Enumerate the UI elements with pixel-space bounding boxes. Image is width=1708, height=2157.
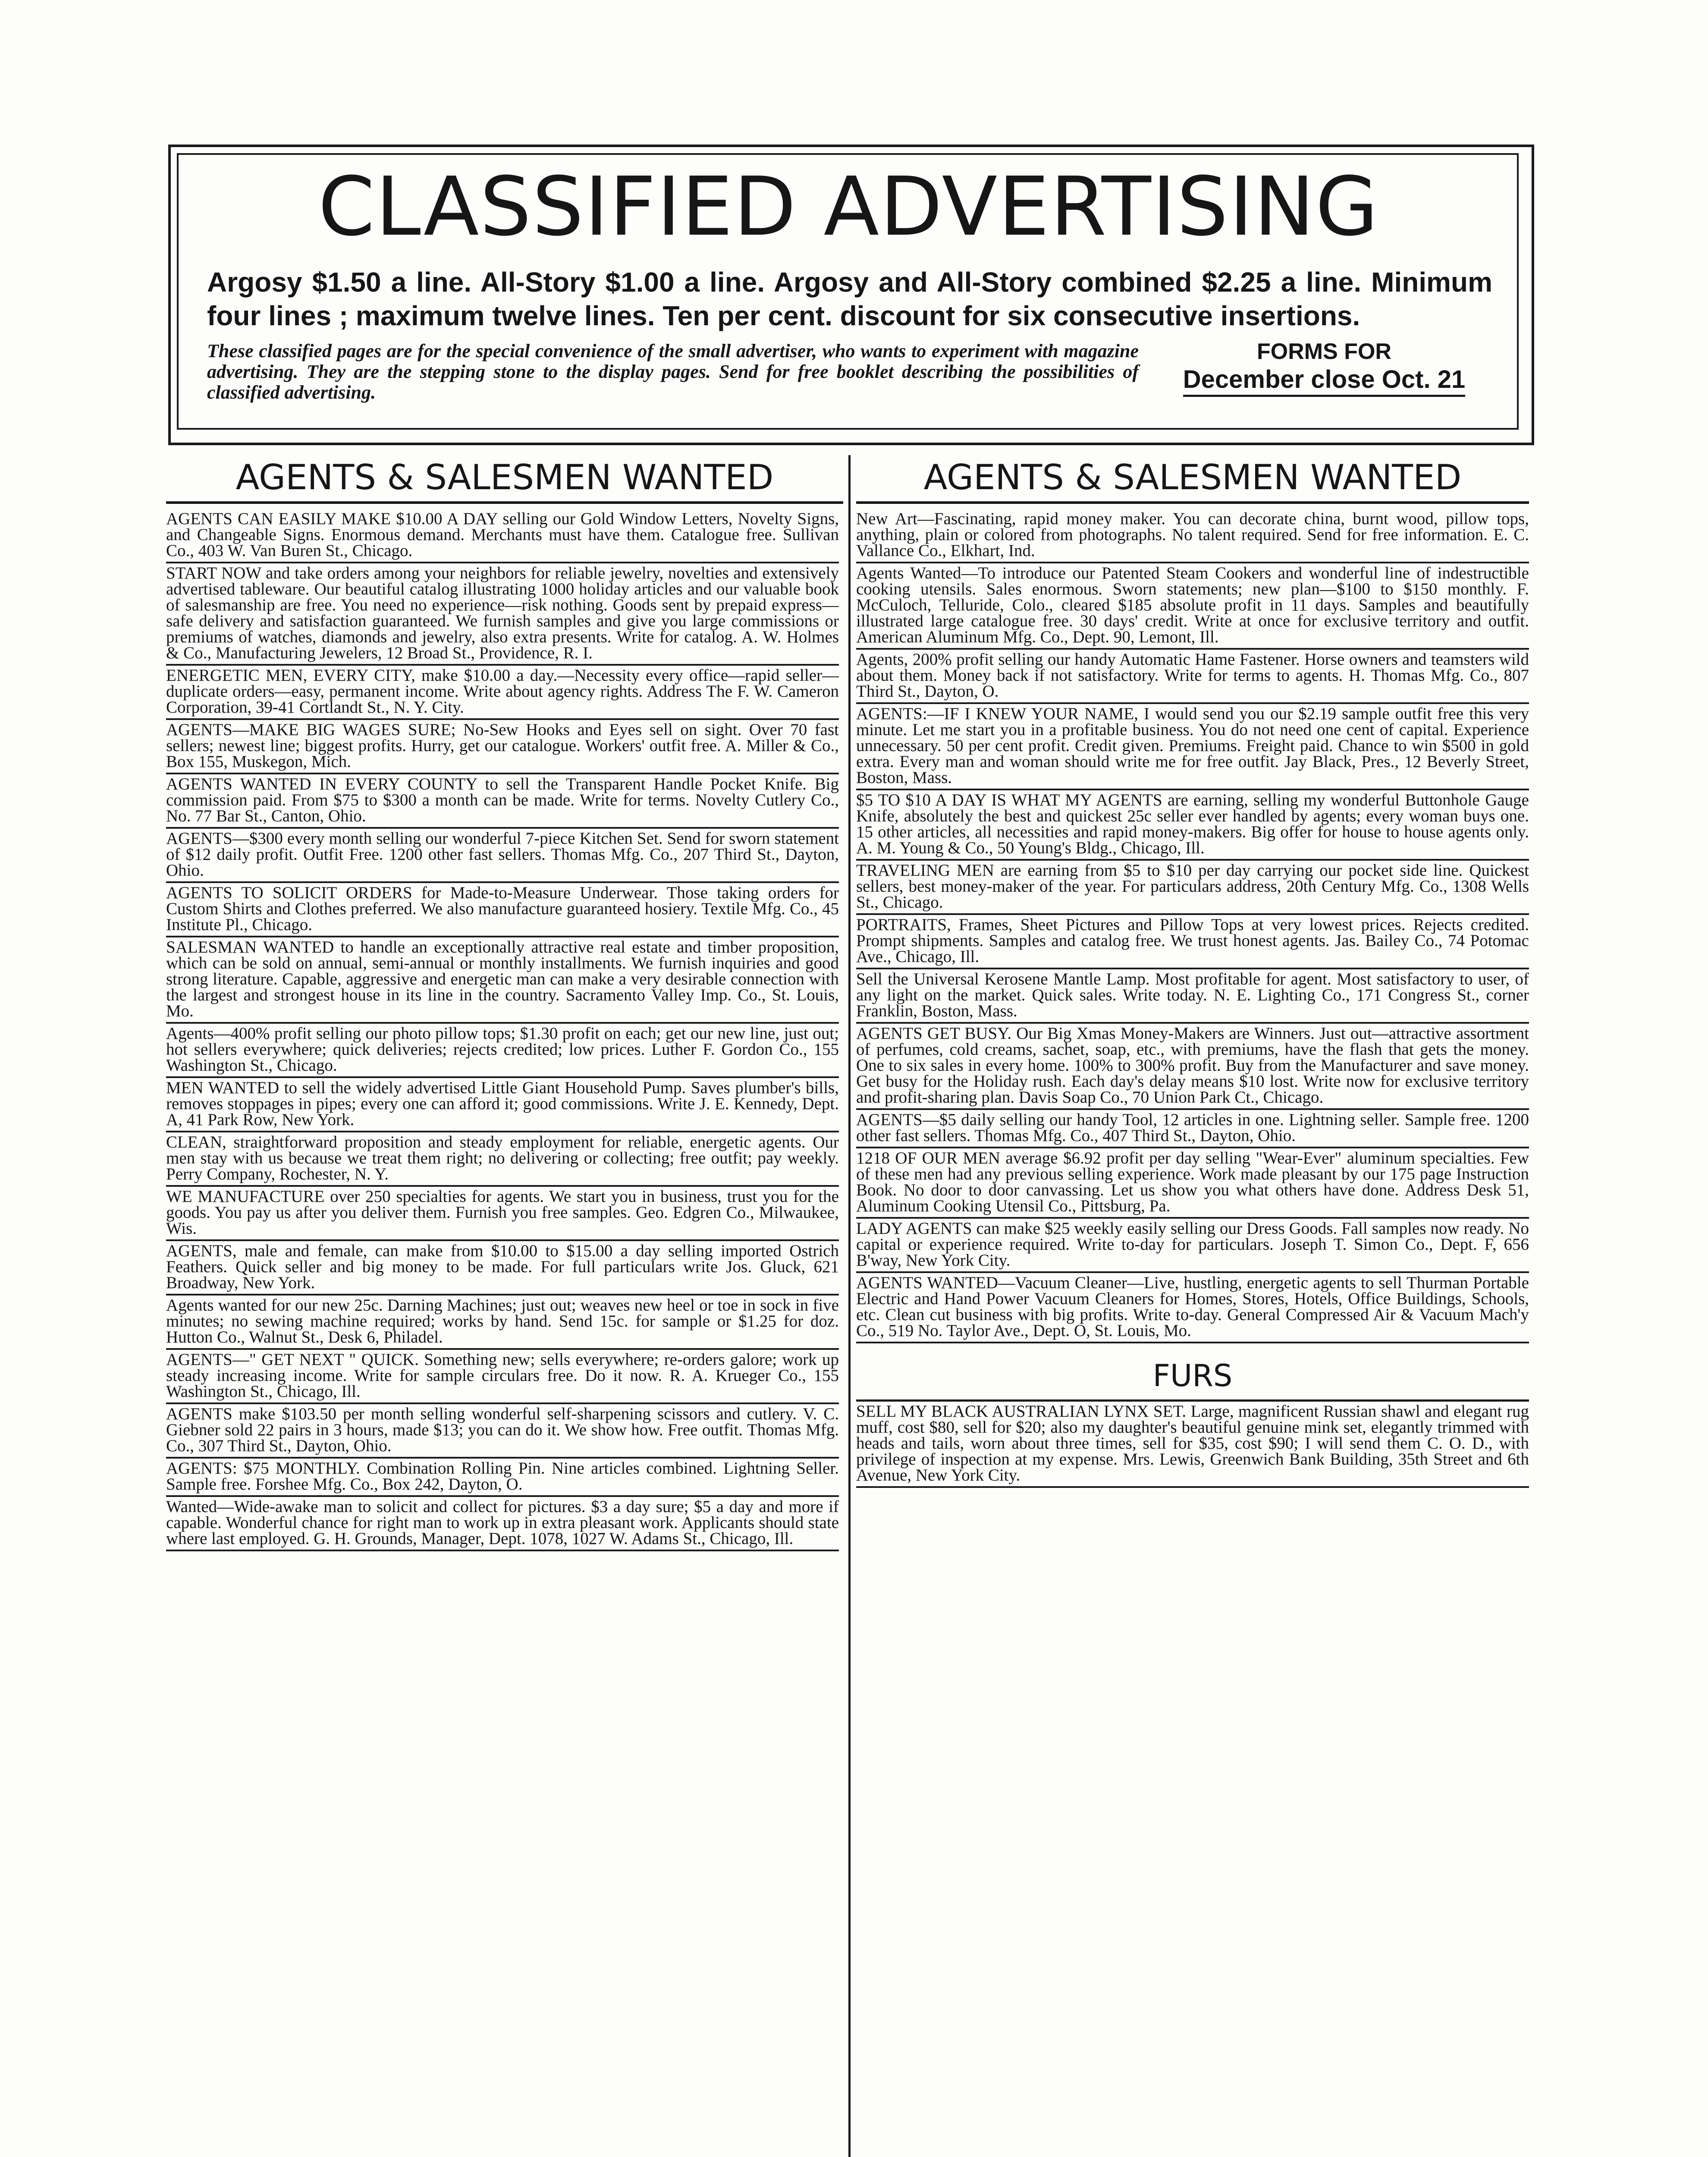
ad-item: AGENTS—$5 daily selling our handy Tool, 12 articles in one. Lightning seller. Sample free. 1200 other fast sellers. Thomas Mfg. Co., 407 Third St., Dayton, Ohio. (856, 1110, 1529, 1148)
forms-close-notice (1156, 339, 1492, 397)
ad-item: ENERGETIC MEN, EVERY CITY, make $10.00 a day.—Necessity every office—rapid seller—duplicate orders—easy, permanent income. Write about agency rights. Address The F. W. Cameron Corporation, 39-41 Cortlandt St., N. Y. City. (166, 666, 839, 720)
ad-item: $5 TO $10 A DAY IS WHAT MY AGENTS are earning, selling my wonderful Buttonhole Gauge Knife, absolutely the best and quickest 25c seller ever handled by agents; every woman buys one. 15 other articles, all necessities and rapid money-makers. Big offer for house to house agents only. A. M. Young & Co., 50 Young's Bldg., Chicago, Ill. (856, 790, 1529, 861)
forms-line-1: FORMS FOR (1257, 339, 1391, 364)
ad-item: PORTRAITS, Frames, Sheet Pictures and Pillow Tops at very lowest prices. Rejects credited. Prompt shipments. Samples and catalog free. We trust honest agents. Jas. Bailey Co., 74 Potomac Ave., Chicago, Ill. (856, 915, 1529, 969)
right-column-heading: AGENTS & SALESMEN WANTED (856, 454, 1529, 504)
ad-item: Sell the Universal Kerosene Mantle Lamp. Most profitable for agent. Most satisfactory to user, of any light on the market. Quick sales. Write today. N. E. Lighting Co., 171 Congress St., corner Franklin, Boston, Mass. (856, 969, 1529, 1024)
ad-item: AGENTS—" GET NEXT " QUICK. Something new; sells everywhere; re-orders galore; work up steady increasing income. Write for sample circulars free. Do it now. R. A. Krueger Co., 155 Washington St., Chicago, Ill. (166, 1350, 839, 1404)
furs-ad-item: SELL MY BLACK AUSTRALIAN LYNX SET. Large, magnificent Russian shawl and elegant rug muff, cost $80, sell for $20; also my daughter's beautiful genuine mink set, elegantly trimmed with heads and tails, worn about three times, sell for $35, cost $90; I will send them C. O. D., with privilege of inspection at my expense. Mrs. Lewis, Greenwich Bank Building, 35th Street and 6th Avenue, New York City. (856, 1402, 1529, 1488)
page-title: CLASSIFIED ADVERTISING (318, 160, 1379, 254)
ad-item: TRAVELING MEN are earning from $5 to $10 per day carrying our pocket side line. Quickest sellers, best money-maker of the year. For particulars address, 20th Century Mfg. Co., 1308 Wells St., Chicago. (856, 861, 1529, 915)
ad-item: Agents Wanted—To introduce our Patented Steam Cookers and wonderful line of indestructible cooking utensils. Sales enormous. Sworn statements; new plan—$100 to $150 monthly. F. McCuloch, Telluride, Colo., cleared $185 absolute profit in 11 days. Samples and beautifully illustrated large catalogue free. 30 days' credit. Write at once for exclusive territory and outfit. American Aluminum Mfg. Co., Dept. 90, Lemont, Ill. (856, 563, 1529, 650)
classified-note: These classified pages are for the special convenience of the small advertiser, who wants to experiment with magazine advertising. They are the stepping stone to the display pages. Send for free booklet describing the possibilities of classified advertising. (207, 340, 1139, 403)
ad-item: Agents wanted for our new 25c. Darning Machines; just out; weaves new heel or toe in sock in five minutes; no sewing machine required; works by hand. Send 15c. for sample or $1.25 for doz. Hutton Co., Walnut St., Desk 6, Philadel. (166, 1295, 839, 1350)
ad-item: WE MANUFACTURE over 250 specialties for agents. We start you in business, trust you for the goods. You pay us after you deliver them. Furnish you free samples. Geo. Edgren Co., Milwaukee, Wis. (166, 1187, 839, 1241)
ad-item: Wanted—Wide-awake man to solicit and collect for pictures. $3 a day sure; $5 a day and more if capable. Wonderful chance for right man to work up in extra pleasant work. Applicants should state where last employed. G. H. Grounds, Manager, Dept. 1078, 1027 W. Adams St., Chicago, Ill. (166, 1497, 839, 1551)
left-column (166, 509, 839, 2157)
ad-item: AGENTS—MAKE BIG WAGES SURE; No-Sew Hooks and Eyes sell on sight. Over 70 fast sellers; newest line; biggest profits. Hurry, get our catalogue. Workers' outfit free. A. Miller & Co., Box 155, Muskegon, Mich. (166, 720, 839, 774)
ad-item: Agents—400% profit selling our photo pillow tops; $1.30 profit on each; get our new line, just out; hot sellers everywhere; quick deliveries; rejects credited; low prices. Luther F. Gordon Co., 155 Washington St., Chicago. (166, 1024, 839, 1078)
ad-item: Agents, 200% profit selling our handy Automatic Hame Fastener. Horse owners and teamsters wild about them. Money back if not satisfactory. Write for terms to agents. H. Thomas Mfg. Co., 807 Third St., Dayton, O. (856, 650, 1529, 704)
ad-item: AGENTS:—IF I KNEW YOUR NAME, I would send you our $2.19 sample outfit free this very minute. Let me start you in a profitable business. You do not need one cent of capital. Experience unnecessary. 50 per cent profit. Credit given. Premiums. Freight paid. Chance to win $500 in gold extra. Every man and woman should write me for free outfit. Jay Black, Pres., 12 Beverly Street, Boston, Mass. (856, 704, 1529, 790)
ad-item: AGENTS GET BUSY. Our Big Xmas Money-Makers are Winners. Just out—attractive assortment of perfumes, cold creams, sachet, soap, etc., with premiums, have the flash that gets the money. One to six sales in every home. 100% to 300% profit. Buy from the Manufacturer and save money. Get busy for the Holiday rush. Each day's delay means $10 lost. Write now for exclusive territory and profit-sharing plan. Davis Soap Co., 70 Union Park Ct., Chicago. (856, 1024, 1529, 1110)
rates-text: Argosy $1.50 a line. All-Story $1.00 a line. Argosy and All-Story combined $2.25 a line. Minimum four lines ; maximum twelve lines. Ten per cent. discount for six consecutive insertions. (207, 267, 1492, 331)
ad-item: CLEAN, straightforward proposition and steady employment for reliable, energetic agents. Our men stay with us because we treat them right; no delivering or collecting; free outfit; pay weekly. Perry Company, Rochester, N. Y. (166, 1132, 839, 1187)
ad-item: AGENTS CAN EASILY MAKE $10.00 A DAY selling our Gold Window Letters, Novelty Signs, and Changeable Signs. Enormous demand. Merchants must have them. Catalogue free. Sullivan Co., 403 W. Van Buren St., Chicago. (166, 509, 839, 563)
ad-item: 1218 OF OUR MEN average $6.92 profit per day selling "Wear-Ever" aluminum specialties. Few of these men had any previous selling experience. Work made pleasant by our 175 page Instruction Book. No door to door canvassing. Let us show you what others have done. Address Desk 51, Aluminum Cooking Utensil Co., Pittsburg, Pa. (856, 1148, 1529, 1219)
ad-item: AGENTS WANTED—Vacuum Cleaner—Live, hustling, energetic agents to sell Thurman Portable Electric and Hand Power Vacuum Cleaners for Homes, Stores, Hotels, Office Buildings, Schools, etc. Clean cut business with big profits. Write to-day. General Compressed Air & Vacuum Mach'y Co., 519 No. Taylor Ave., Dept. O, St. Louis, Mo. (856, 1273, 1529, 1343)
forms-line-2: December close Oct. 21 (1183, 365, 1465, 397)
ad-item: AGENTS: $75 MONTHLY. Combination Rolling Pin. Nine articles combined. Lightning Seller. Sample free. Forshee Mfg. Co., Box 242, Dayton, O. (166, 1459, 839, 1497)
right-column (856, 509, 1529, 2157)
furs-section-heading: FURS (856, 1343, 1529, 1402)
ad-item: New Art—Fascinating, rapid money maker. You can decorate china, burnt wood, pillow tops, anything, plain or colored from photographs. No talent required. Send for free information. E. C. Vallance Co., Elkhart, Ind. (856, 509, 1529, 563)
ad-item: AGENTS make $103.50 per month selling wonderful self-sharpening scissors and cutlery. V. C. Giebner sold 22 pairs in 3 hours, made $13; you can do it. We show how. Free outfit. Thomas Mfg. Co., 307 Third St., Dayton, Ohio. (166, 1404, 839, 1459)
ad-item: SALESMAN WANTED to handle an exceptionally attractive real estate and timber proposition, which can be sold on annual, semi-annual or monthly installments. We furnish inquiries and good strong literature. Capable, aggressive and energetic man can make a very desirable connection with the largest and strongest house in its line in the country. Sacramento Valley Imp. Co., St. Louis, Mo. (166, 937, 839, 1024)
ad-item: MEN WANTED to sell the widely advertised Little Giant Household Pump. Saves plumber's bills, removes stoppages in pipes; every one can afford it; good commissions. Write J. E. Kennedy, Dept. A, 41 Park Row, New York. (166, 1078, 839, 1132)
ad-item: AGENTS—$300 every month selling our wonderful 7-piece Kitchen Set. Send for sworn statement of $12 daily profit. Outfit Free. 1200 other fast sellers. Thomas Mfg. Co., 207 Third St., Dayton, Ohio. (166, 829, 839, 883)
ad-item: AGENTS WANTED IN EVERY COUNTY to sell the Transparent Handle Pocket Knife. Big commission paid. From $75 to $300 a month can be made. Write for terms. Novelty Cutlery Co., No. 77 Bar St., Canton, Ohio. (166, 774, 839, 829)
ad-item: AGENTS, male and female, can make from $10.00 to $15.00 a day selling imported Ostrich Feathers. Quick seller and big money to be made. For full particulars write Jos. Gluck, 621 Broadway, New York. (166, 1241, 839, 1295)
ad-item: START NOW and take orders among your neighbors for reliable jewelry, novelties and extensively advertised tableware. Our beautiful catalog illustrating 1000 holiday articles and our valuable book of salesmanship are free. You need no experience—risk nothing. Goods sent by prepaid express—safe delivery and satisfaction guaranteed. We furnish samples and give you large commissions or premiums of watches, diamonds and jewelry, also extra presents. Write for catalog. A. W. Holmes & Co., Manufacturing Jewelers, 12 Broad St., Providence, R. I. (166, 563, 839, 666)
ad-item: AGENTS TO SOLICIT ORDERS for Made-to-Measure Underwear. Those taking orders for Custom Shirts and Clothes preferred. We also manufacture guaranteed hosiery. Textile Mfg. Co., 45 Institute Pl., Chicago. (166, 883, 839, 937)
ad-item: LADY AGENTS can make $25 weekly easily selling our Dress Goods. Fall samples now ready. No capital or experience required. Write to-day for particulars. Joseph T. Simon Co., Dept. F, 656 B'way, New York City. (856, 1219, 1529, 1273)
column-divider (848, 455, 851, 2157)
left-column-heading: AGENTS & SALESMEN WANTED (166, 454, 843, 504)
